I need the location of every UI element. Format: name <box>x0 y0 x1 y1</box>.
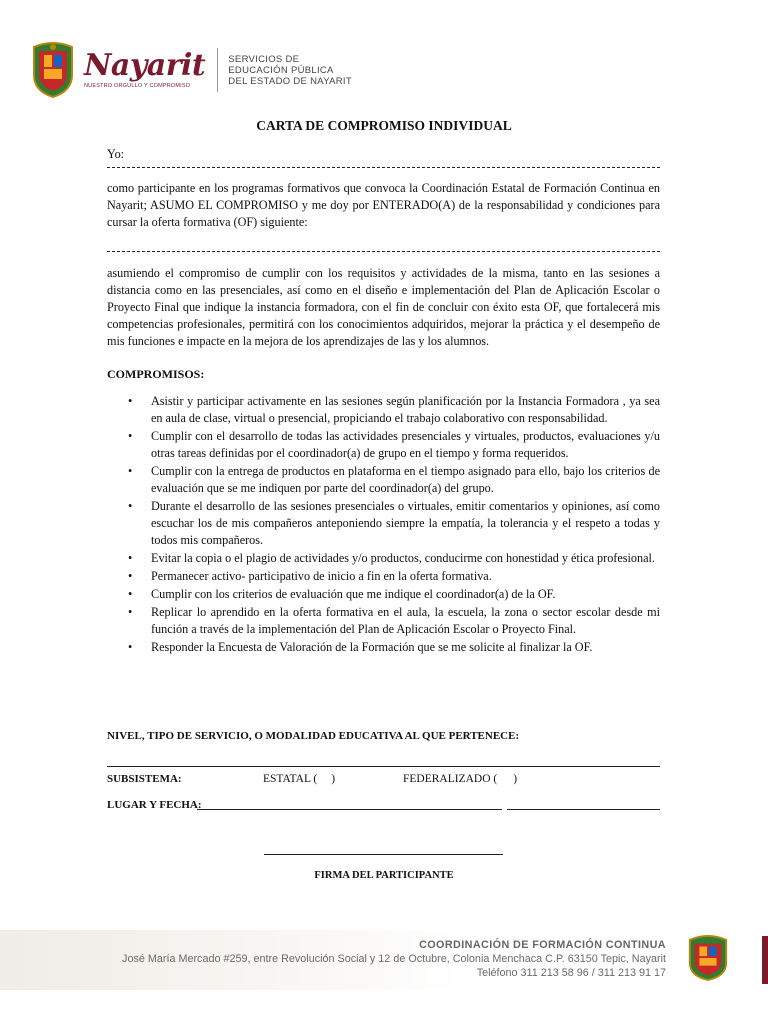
estatal-option[interactable] <box>263 771 335 788</box>
bullet-icon: • <box>128 551 133 565</box>
document-title: CARTA DE COMPROMISO INDIVIDUAL <box>256 118 512 133</box>
yo-label: Yo: <box>107 147 125 161</box>
agency-line: SERVICIOS DE <box>228 53 300 65</box>
lugar-label: LUGAR Y FECHA: <box>107 799 202 811</box>
header-divider <box>217 48 218 92</box>
federal-label: FEDERALIZADO ( <box>403 773 498 785</box>
bullet-icon: • <box>128 394 133 408</box>
federal-option[interactable] <box>403 771 517 788</box>
bullet-icon: • <box>128 429 133 443</box>
bullet-icon: • <box>128 464 133 478</box>
list-item-text: Cumplir con el desarrollo de todas las actividades presenciales y virtuales, productos, evaluaciones y/u otras tareas definidas por el coordinador(a) de grupo en el tiempo y forma requeridos. <box>151 429 660 460</box>
lugar-input-line[interactable] <box>197 809 502 810</box>
intro-section <box>107 146 660 350</box>
list-item-text: Responder la Encuesta de Valoración de la Formación que se me solicite al finalizar la OF. <box>151 640 593 654</box>
list-item <box>107 498 660 549</box>
brand-block <box>84 48 206 89</box>
offer-blank-line[interactable] <box>107 251 660 252</box>
estatal-close: ) <box>331 773 336 785</box>
bullet-icon: • <box>128 587 133 601</box>
commitments-heading: COMPROMISOS: <box>107 367 205 381</box>
nivel-input-line[interactable] <box>107 766 660 767</box>
footer-text <box>122 938 666 980</box>
footer-address: José María Mercado #259, entre Revolución Social y 12 de Octubre, Colonia Menchaca C.P. 63150 Tepic, Nayarit <box>122 953 666 965</box>
fecha-input-line[interactable] <box>507 809 660 810</box>
nayarit-crest-icon <box>30 41 76 99</box>
list-item <box>107 463 660 497</box>
brand-name: Nayarit <box>84 48 206 83</box>
commitments-list <box>107 393 660 656</box>
bullet-icon: • <box>128 569 133 583</box>
list-item <box>107 393 660 427</box>
agency-line: EDUCACIÓN PÚBLICA <box>228 64 334 76</box>
bullet-icon: • <box>128 499 133 513</box>
brand-motto: NUESTRO ORGULLO Y COMPROMISO <box>84 83 191 89</box>
agency-line: DEL ESTADO DE NAYARIT <box>228 75 352 87</box>
commitments-section <box>107 366 660 657</box>
list-item-text: Permanecer activo- participativo de inicio a fin en la oferta formativa. <box>151 569 492 583</box>
list-item <box>107 550 660 567</box>
nivel-label: NIVEL, TIPO DE SERVICIO, O MODALIDAD EDUCATIVA AL QUE PERTENECE: <box>107 730 520 742</box>
document-header <box>30 38 352 102</box>
list-item-text: Durante el desarrollo de las sesiones presenciales o virtuales, emitir comentarios y opiniones, así como escuchar los de mis compañeros anteponiendo siempre la empatía, la tolerancia y el respeto a todas y todos mis compañeros. <box>151 499 660 547</box>
bullet-icon: • <box>128 605 133 619</box>
list-item <box>107 568 660 585</box>
list-item-text: Cumplir con la entrega de productos en plataforma en el tiempo asignado para ello, bajo los criterios de evaluación que se me indiquen por parte del coordinador(a) del grupo. <box>151 464 660 495</box>
subsistema-label: SUBSISTEMA: <box>107 773 182 785</box>
name-blank-line[interactable] <box>107 167 660 168</box>
federal-close: ) <box>513 773 518 785</box>
subsistema-row <box>107 770 660 788</box>
list-item <box>107 586 660 603</box>
list-item-text: Asistir y participar activamente en las sesiones según planificación por la Instancia Formadora , ya sea en aula de clase, virtual o presencial, propiciando el trabajo colaborativo con responsabilidad. <box>151 394 660 425</box>
list-item-text: Cumplir con los criterios de evaluación que me indique el coordinador(a) de la OF. <box>151 587 556 601</box>
list-item <box>107 604 660 638</box>
estatal-label: ESTATAL ( <box>263 773 318 785</box>
agency-name <box>228 54 352 87</box>
list-item <box>107 428 660 462</box>
bullet-icon: • <box>128 640 133 654</box>
footer-title: COORDINACIÓN DE FORMACIÓN CONTINUA <box>419 939 666 951</box>
commitment-paragraph: asumiendo el compromiso de cumplir con los requisitos y actividades de la misma, tanto en las sesiones a distancia como en las presenciales, así como en el diseño e implementación del Plan de Aplicación Escolar o Proyecto Final que indique la instancia formadora, con el fin de concluir con éxito esta OF, que fortalecerá mis competencias profesionales, permitirá con los conocimientos adquiridos, mejorar la práctica y el desempeño de mis funciones e impacte en la mejora de los aprendizajes de las y los alumnos. <box>107 266 660 348</box>
list-item-text: Replicar lo aprendido en la oferta formativa en el aula, la escuela, la zona o sector escolar desde mi función a través de la implementación del Plan de Aplicación Escolar o Proyecto Final. <box>151 605 660 636</box>
signature-line[interactable] <box>264 854 503 855</box>
form-section <box>107 728 660 814</box>
signature-label: FIRMA DEL PARTICIPANTE <box>314 870 454 881</box>
intro-paragraph: como participante en los programas formativos que convoca la Coordinación Estatal de Formación Continua en Nayarit; ASUMO EL COMPROMISO y me doy por ENTERADO(A) de la responsabilidad y condiciones para cursar la oferta formativa (OF) siguiente: <box>107 181 660 229</box>
list-item <box>107 639 660 656</box>
list-item-text: Evitar la copia o el plagio de actividades y/o productos, conducirme con honestidad y ética profesional. <box>151 551 655 565</box>
footer-phone: Teléfono 311 213 58 96 / 311 213 91 17 <box>476 967 666 979</box>
footer-crest-icon <box>686 934 730 982</box>
lugar-row <box>107 796 660 814</box>
footer-accent-bar <box>762 936 768 984</box>
